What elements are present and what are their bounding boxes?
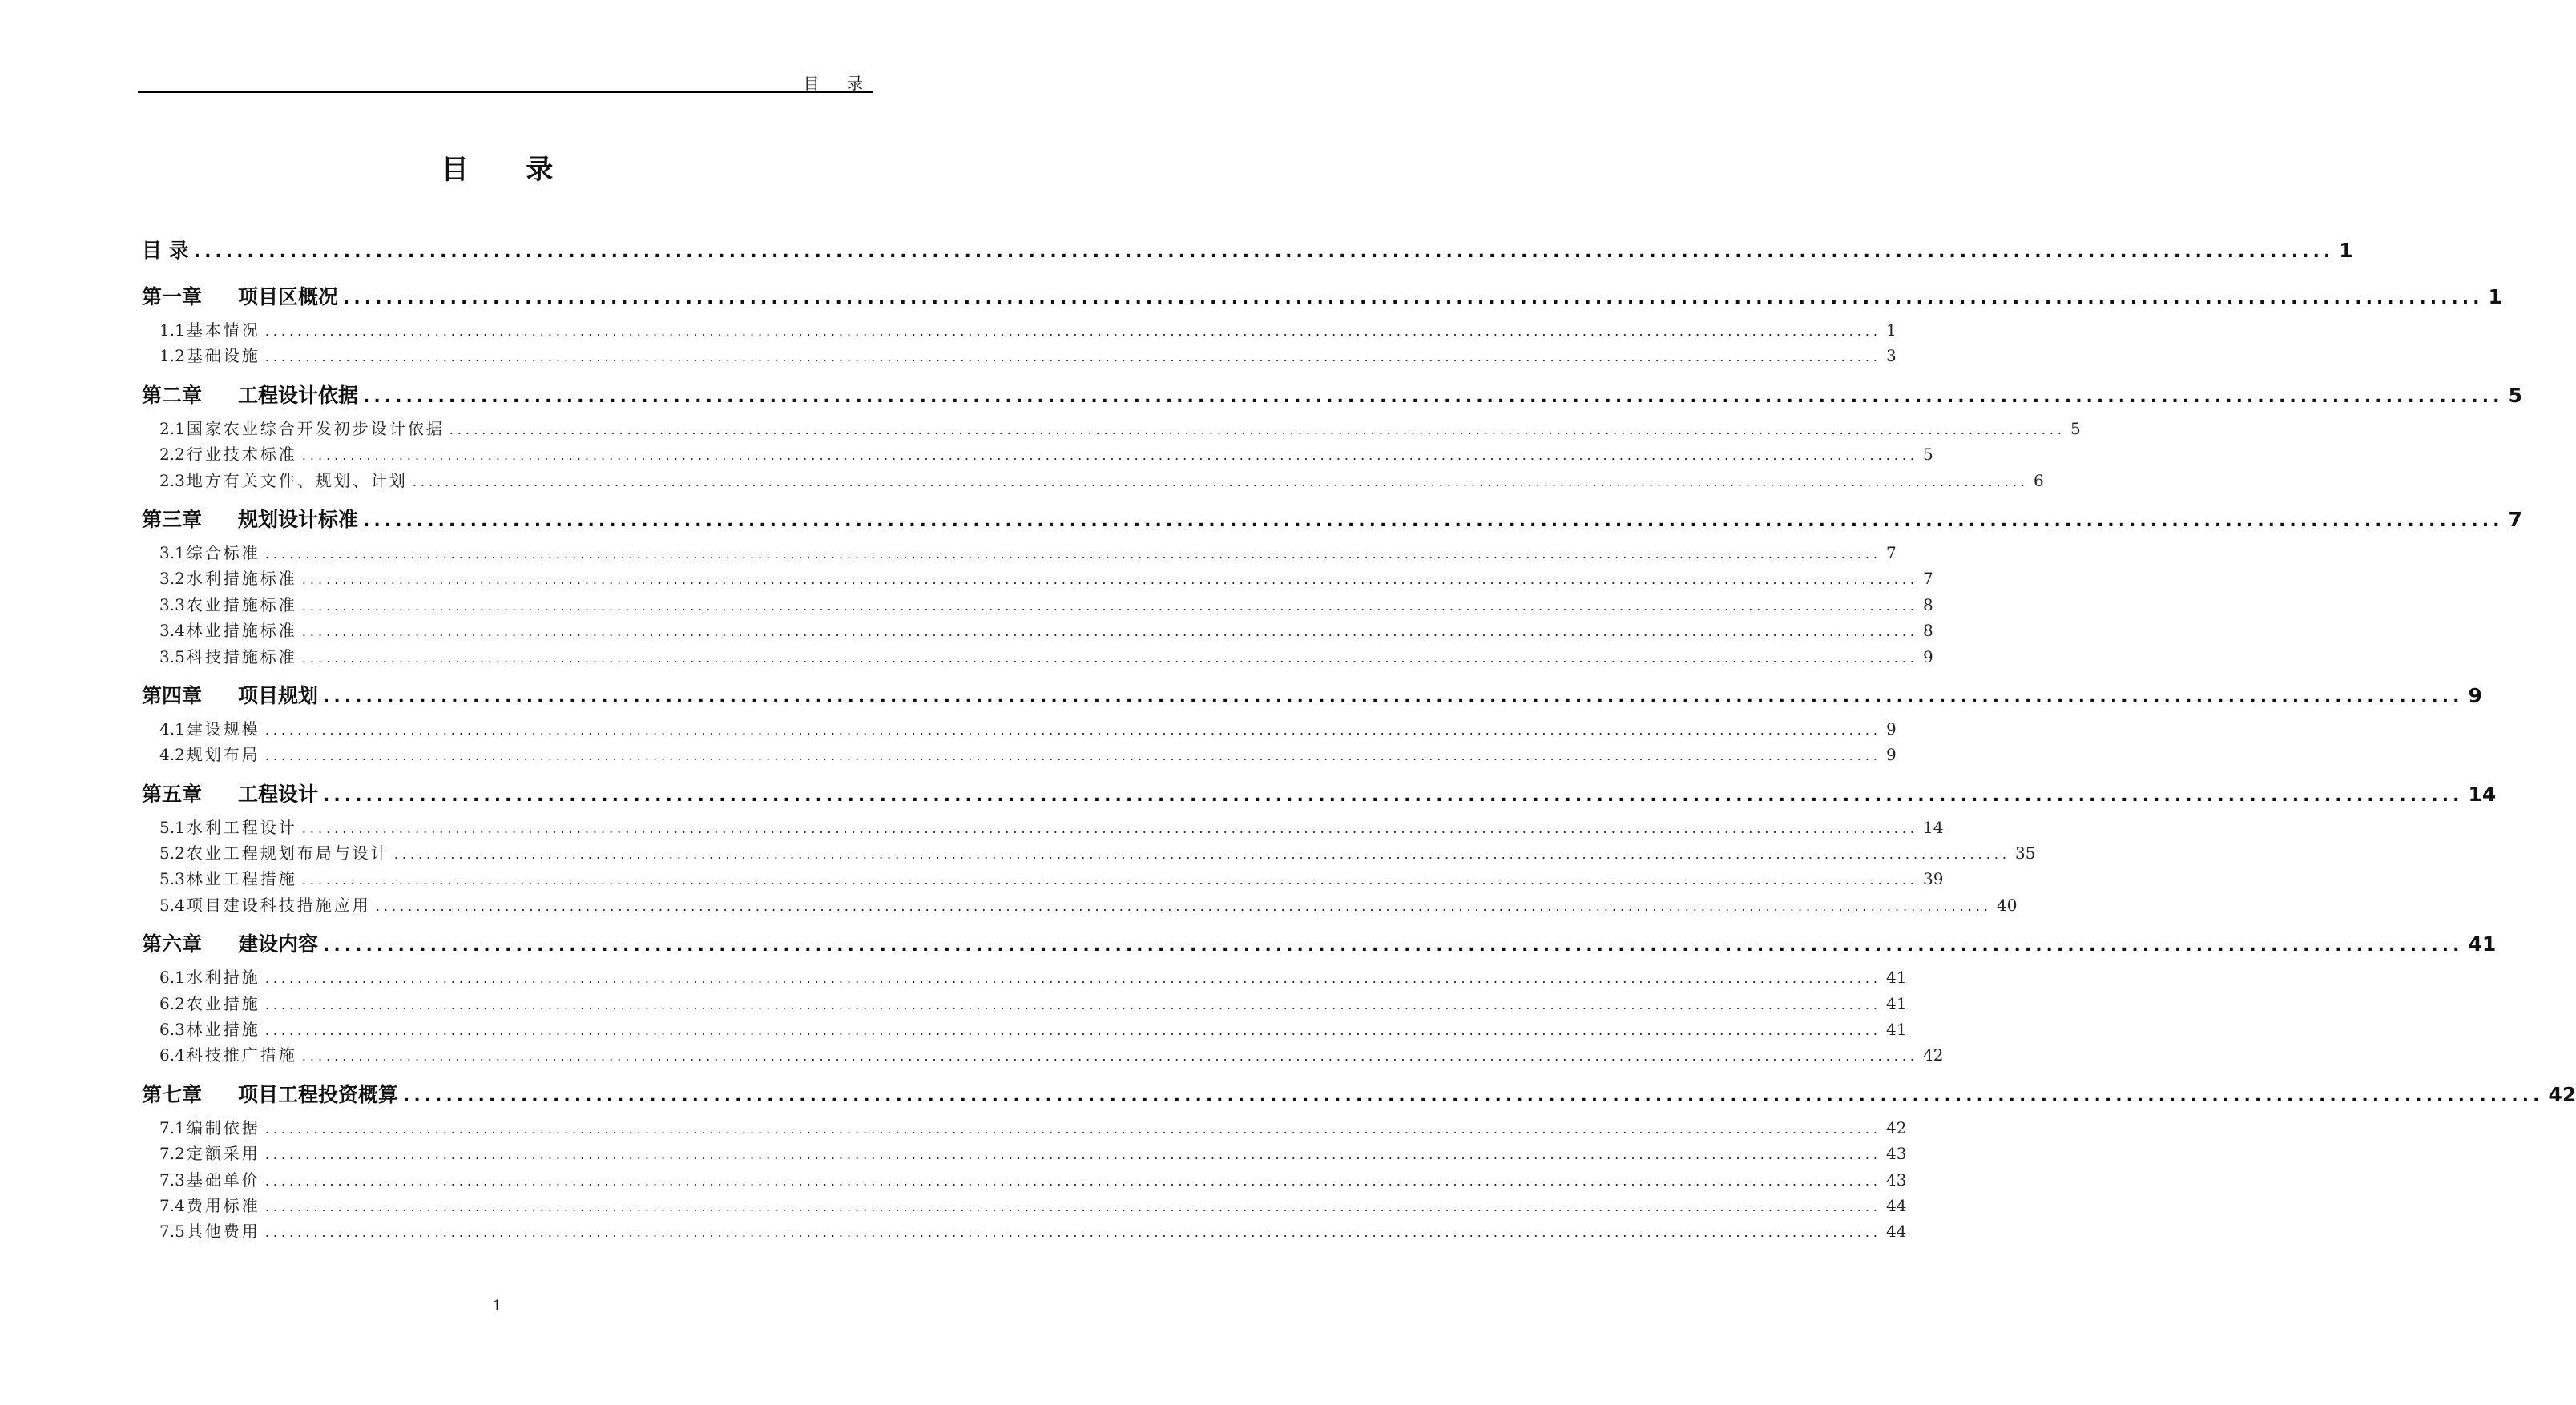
toc-section-entry[interactable] [142, 1193, 1907, 1218]
toc-section-title: 基础设施 [186, 346, 260, 366]
toc-leader-dots: ........................................................................................................................................................................................................ [301, 1049, 1918, 1065]
toc-page-number: 7 [1923, 569, 1933, 589]
toc-section-number: 3.3 [159, 594, 185, 614]
toc-entry-label [142, 676, 318, 716]
toc-section-title: 林业措施标准 [186, 621, 297, 641]
toc-section-title: 农业措施标准 [186, 594, 297, 614]
toc-page-number: 41 [1886, 968, 1907, 988]
toc-entry-label [159, 1141, 260, 1166]
toc-chapter-entry[interactable] [142, 1075, 2576, 1115]
toc-entry-label [159, 317, 260, 343]
toc-entry-label [159, 540, 260, 566]
toc-entry-label [142, 924, 318, 964]
toc-chapter-entry[interactable] [142, 231, 2353, 271]
toc-page-number: 44 [1886, 1222, 1907, 1242]
toc-section-entry[interactable] [142, 964, 1907, 990]
toc-leader-dots: ........................................................................................................................................................................................................ [301, 650, 1918, 666]
toc-section-title: 国家农业综合开发初步设计依据 [186, 418, 445, 438]
toc-section-title: 费用标准 [186, 1195, 260, 1215]
toc-page-number: 41 [1886, 1020, 1907, 1040]
toc-leader-dots: ........................................................................................................................................................................................................ [301, 872, 1918, 888]
toc-page-number: 5 [1923, 445, 1933, 465]
toc-section-number: 7.4 [159, 1195, 185, 1215]
toc-section-entry[interactable] [142, 991, 1907, 1017]
toc-page-number: 42 [2548, 1082, 2576, 1106]
toc-section-entry[interactable] [142, 1167, 1907, 1193]
toc-section-entry[interactable] [142, 1218, 1907, 1244]
toc-chapter-number: 目 录 [142, 239, 189, 262]
toc-page-number: 35 [2015, 843, 2036, 864]
toc-section-title: 科技推广措施 [186, 1045, 297, 1065]
toc-page-number: 39 [1923, 869, 1944, 889]
toc-chapter-entry[interactable] [142, 376, 2522, 416]
toc-section-entry[interactable] [142, 618, 1933, 643]
toc-section-title: 地方有关文件、规划、计划 [186, 470, 408, 490]
toc-section-title: 行业技术标准 [186, 445, 297, 465]
toc-leader-dots: ........................................................................................................................................................................................................ [301, 448, 1918, 464]
toc-section-entry[interactable] [142, 866, 1944, 892]
toc-section-number: 2.3 [159, 470, 185, 490]
toc-section-entry[interactable] [142, 892, 2018, 918]
header-rule [138, 91, 873, 93]
toc-section-number: 3.5 [159, 646, 185, 666]
toc-section-entry[interactable] [142, 644, 1933, 670]
toc-section-entry[interactable] [142, 1042, 1944, 1068]
toc-leader-dots: ........................................................................................................................................................................................................ [264, 996, 1881, 1012]
toc-page-number: 43 [1886, 1144, 1907, 1164]
toc-leader-dots: ........................................................................................................................................................................................................ [264, 1198, 1881, 1214]
toc-page-number: 9 [1886, 719, 1897, 739]
toc-entry-label [159, 566, 297, 591]
toc-section-number: 7.1 [159, 1117, 185, 1137]
toc-section-entry[interactable] [142, 1141, 1907, 1166]
toc-entry-label [159, 343, 260, 368]
toc-section-number: 5.4 [159, 895, 185, 915]
toc-chapter-title: 工程设计依据 [238, 383, 359, 407]
toc-leader-dots: ........................................................................................................................................................................................................ [323, 936, 2464, 956]
toc-leader-dots: ........................................................................................................................................................................................................ [264, 545, 1881, 562]
toc-section-title: 定额采用 [186, 1144, 260, 1164]
toc-section-number: 4.2 [159, 745, 185, 765]
toc-section-number: 5.2 [159, 843, 185, 864]
toc-entry-label [159, 1218, 260, 1244]
toc-entry-label [159, 991, 260, 1017]
toc-leader-dots: ........................................................................................................................................................................................................ [264, 1147, 1881, 1163]
toc-entry-label [159, 1193, 260, 1218]
toc-entry-label [159, 618, 297, 643]
toc-page-number: 14 [1923, 817, 1944, 837]
toc-chapter-entry[interactable] [142, 500, 2522, 540]
toc-section-entry[interactable] [142, 468, 2044, 493]
toc-leader-dots: ........................................................................................................................................................................................................ [264, 722, 1881, 738]
toc-section-number: 3.1 [159, 542, 185, 562]
toc-page-number: 6 [2034, 470, 2044, 490]
toc-section-number: 6.2 [159, 993, 185, 1013]
toc-leader-dots: ........................................................................................................................................................................................................ [193, 242, 2335, 262]
toc-leader-dots: ........................................................................................................................................................................................................ [301, 572, 1918, 588]
toc-section-number: 5.3 [159, 869, 185, 889]
toc-page-number: 3 [1886, 346, 1897, 366]
toc-chapter-number: 第三章 [142, 507, 203, 531]
toc-section-entry[interactable] [142, 566, 1933, 591]
toc-chapter-title: 工程设计 [238, 782, 319, 806]
toc-page-number: 9 [2468, 683, 2482, 707]
page-title: 目 录 [441, 154, 578, 186]
toc-leader-dots: ........................................................................................................................................................................................................ [363, 386, 2504, 407]
toc-page-number: 1 [2339, 239, 2353, 262]
toc-section-entry[interactable] [142, 742, 1897, 767]
toc-section-title: 基础单价 [186, 1169, 260, 1190]
toc-chapter-number: 第六章 [142, 932, 203, 956]
page-number: 1 [492, 1298, 502, 1314]
toc-section-number: 1.2 [159, 346, 185, 366]
toc-chapter-entry[interactable] [142, 775, 2497, 815]
toc-section-entry[interactable] [142, 416, 2081, 441]
toc-entry-label [159, 964, 260, 990]
toc-page-number: 42 [1886, 1117, 1907, 1137]
toc-entry-label [159, 644, 297, 670]
toc-section-entry[interactable] [142, 592, 1933, 618]
toc-section-title: 基本情况 [186, 320, 260, 340]
toc-page-number: 7 [1886, 542, 1897, 562]
toc-section-number: 7.5 [159, 1222, 185, 1242]
toc-leader-dots: ........................................................................................................................................................................................................ [264, 971, 1881, 987]
toc-section-number: 6.4 [159, 1045, 185, 1065]
toc-leader-dots: ........................................................................................................................................................................................................ [343, 288, 2484, 308]
toc-leader-dots: ........................................................................................................................................................................................................ [264, 324, 1881, 339]
toc-page-number: 9 [1886, 745, 1897, 765]
toc-chapter-title: 建设内容 [238, 932, 319, 956]
toc-chapter-number: 第二章 [142, 383, 203, 407]
toc-entry-label [159, 1115, 260, 1141]
toc-section-title: 综合标准 [186, 542, 260, 562]
toc-chapter-title: 项目工程投资概算 [238, 1082, 399, 1106]
toc-entry-label [159, 1017, 260, 1042]
toc-page-number: 44 [1886, 1195, 1907, 1215]
toc-entry-label [142, 376, 358, 416]
toc-section-title: 林业措施 [186, 1020, 260, 1040]
toc-entry-label [159, 866, 297, 892]
toc-section-number: 3.2 [159, 569, 185, 589]
toc-leader-dots: ........................................................................................................................................................................................................ [264, 748, 1881, 764]
toc-page-number: 1 [2488, 285, 2502, 308]
toc-page-number: 7 [2508, 507, 2522, 531]
toc-entry-label [159, 742, 260, 767]
toc-chapter-number: 第一章 [142, 285, 203, 308]
toc-section-number: 3.4 [159, 621, 185, 641]
toc-leader-dots: ........................................................................................................................................................................................................ [323, 785, 2464, 806]
toc-section-title: 农业措施 [186, 993, 260, 1013]
toc-section-number: 1.1 [159, 320, 185, 340]
toc-leader-dots: ........................................................................................................................................................................................................ [301, 598, 1918, 614]
toc-section-title: 规划布局 [186, 745, 260, 765]
toc-chapter-entry[interactable] [142, 277, 2502, 317]
toc-page-number: 41 [2468, 932, 2497, 956]
toc-section-title: 林业工程措施 [186, 869, 297, 889]
toc-entry-label [142, 500, 358, 540]
toc-section-title: 农业工程规划布局与设计 [186, 843, 389, 864]
toc-section-number: 7.2 [159, 1144, 185, 1164]
toc-section-number: 6.1 [159, 968, 185, 988]
toc-page-number: 1 [1886, 320, 1897, 340]
toc-chapter-entry[interactable] [142, 924, 2497, 964]
toc-section-number: 7.3 [159, 1169, 185, 1190]
toc-section-entry[interactable] [142, 540, 1897, 566]
toc-page-number: 9 [1923, 646, 1933, 666]
toc-section-number: 5.1 [159, 817, 185, 837]
running-header: 目 录 [803, 74, 874, 93]
toc-entry-label [159, 468, 408, 493]
toc-entry-label [159, 840, 389, 866]
toc-page-number: 41 [1886, 993, 1907, 1013]
toc-leader-dots: ........................................................................................................................................................................................................ [363, 510, 2504, 531]
toc-entry-label [142, 277, 338, 317]
toc-leader-dots: ........................................................................................................................................................................................................ [375, 898, 1992, 914]
toc-section-number: 6.3 [159, 1020, 185, 1040]
toc-page-number: 8 [1923, 621, 1933, 641]
toc-section-number: 2.2 [159, 445, 185, 465]
toc-section-title: 科技措施标准 [186, 646, 297, 666]
toc-chapter-number: 第五章 [142, 782, 203, 806]
toc-section-title: 水利措施标准 [186, 569, 297, 589]
toc-leader-dots: ........................................................................................................................................................................................................ [264, 349, 1881, 365]
toc-section-title: 水利工程设计 [186, 817, 297, 837]
toc-section-title: 建设规模 [186, 719, 260, 739]
toc-section-number: 2.1 [159, 418, 185, 438]
toc-page-number: 43 [1886, 1169, 1907, 1190]
toc-section-entry[interactable] [142, 815, 1944, 840]
toc-entry-label [159, 592, 297, 618]
toc-entry-label [142, 1075, 398, 1115]
toc-leader-dots: ........................................................................................................................................................................................................ [264, 1121, 1881, 1137]
toc-entry-label [142, 775, 318, 815]
toc-page-number: 40 [1997, 895, 2018, 915]
toc-section-title: 其他费用 [186, 1222, 260, 1242]
toc-page-number: 8 [1923, 594, 1933, 614]
toc-section-entry[interactable] [142, 840, 2036, 866]
toc-leader-dots: ........................................................................................................................................................................................................ [264, 1225, 1881, 1241]
toc-page-number: 14 [2468, 782, 2497, 806]
toc-page-number: 5 [2070, 418, 2081, 438]
toc-page-number: 5 [2508, 383, 2522, 407]
toc-section-number: 4.1 [159, 719, 185, 739]
toc-section-title: 编制依据 [186, 1117, 260, 1137]
toc-leader-dots: ........................................................................................................................................................................................................ [393, 847, 2010, 863]
toc-leader-dots: ........................................................................................................................................................................................................ [264, 1173, 1881, 1189]
toc-entry-label [159, 892, 371, 918]
toc-chapter-entry[interactable] [142, 676, 2482, 716]
toc-leader-dots: ........................................................................................................................................................................................................ [412, 473, 2029, 489]
toc-chapter-number: 第七章 [142, 1082, 203, 1106]
toc-leader-dots: ........................................................................................................................................................................................................ [301, 820, 1918, 836]
toc-entry-label [159, 441, 297, 467]
toc-leader-dots: ........................................................................................................................................................................................................ [264, 1023, 1881, 1039]
toc-entry-label [159, 416, 445, 441]
toc-chapter-title: 项目区概况 [238, 285, 339, 308]
toc-page-number: 42 [1923, 1045, 1944, 1065]
toc-section-entry[interactable] [142, 343, 1897, 368]
toc-section-entry[interactable] [142, 1115, 1907, 1141]
toc-section-entry[interactable] [142, 1017, 1907, 1042]
toc-entry-label [142, 231, 189, 271]
toc-entry-label [159, 1042, 297, 1068]
toc-section-title: 水利措施 [186, 968, 260, 988]
toc-section-entry[interactable] [142, 441, 1933, 467]
toc-chapter-title: 项目规划 [238, 683, 319, 707]
toc-entry-label [159, 1167, 260, 1193]
toc-leader-dots: ........................................................................................................................................................................................................ [323, 686, 2464, 707]
toc-section-entry[interactable] [142, 317, 1897, 343]
toc-leader-dots: ........................................................................................................................................................................................................ [403, 1085, 2544, 1106]
toc-chapter-number: 第四章 [142, 683, 203, 707]
toc-leader-dots: ........................................................................................................................................................................................................ [449, 421, 2066, 437]
toc-entry-label [159, 815, 297, 840]
table-of-contents [142, 231, 2576, 1245]
toc-section-entry[interactable] [142, 716, 1897, 742]
toc-chapter-title: 规划设计标准 [238, 507, 359, 531]
toc-leader-dots: ........................................................................................................................................................................................................ [301, 624, 1918, 640]
toc-section-title: 项目建设科技措施应用 [186, 895, 371, 915]
toc-entry-label [159, 716, 260, 742]
